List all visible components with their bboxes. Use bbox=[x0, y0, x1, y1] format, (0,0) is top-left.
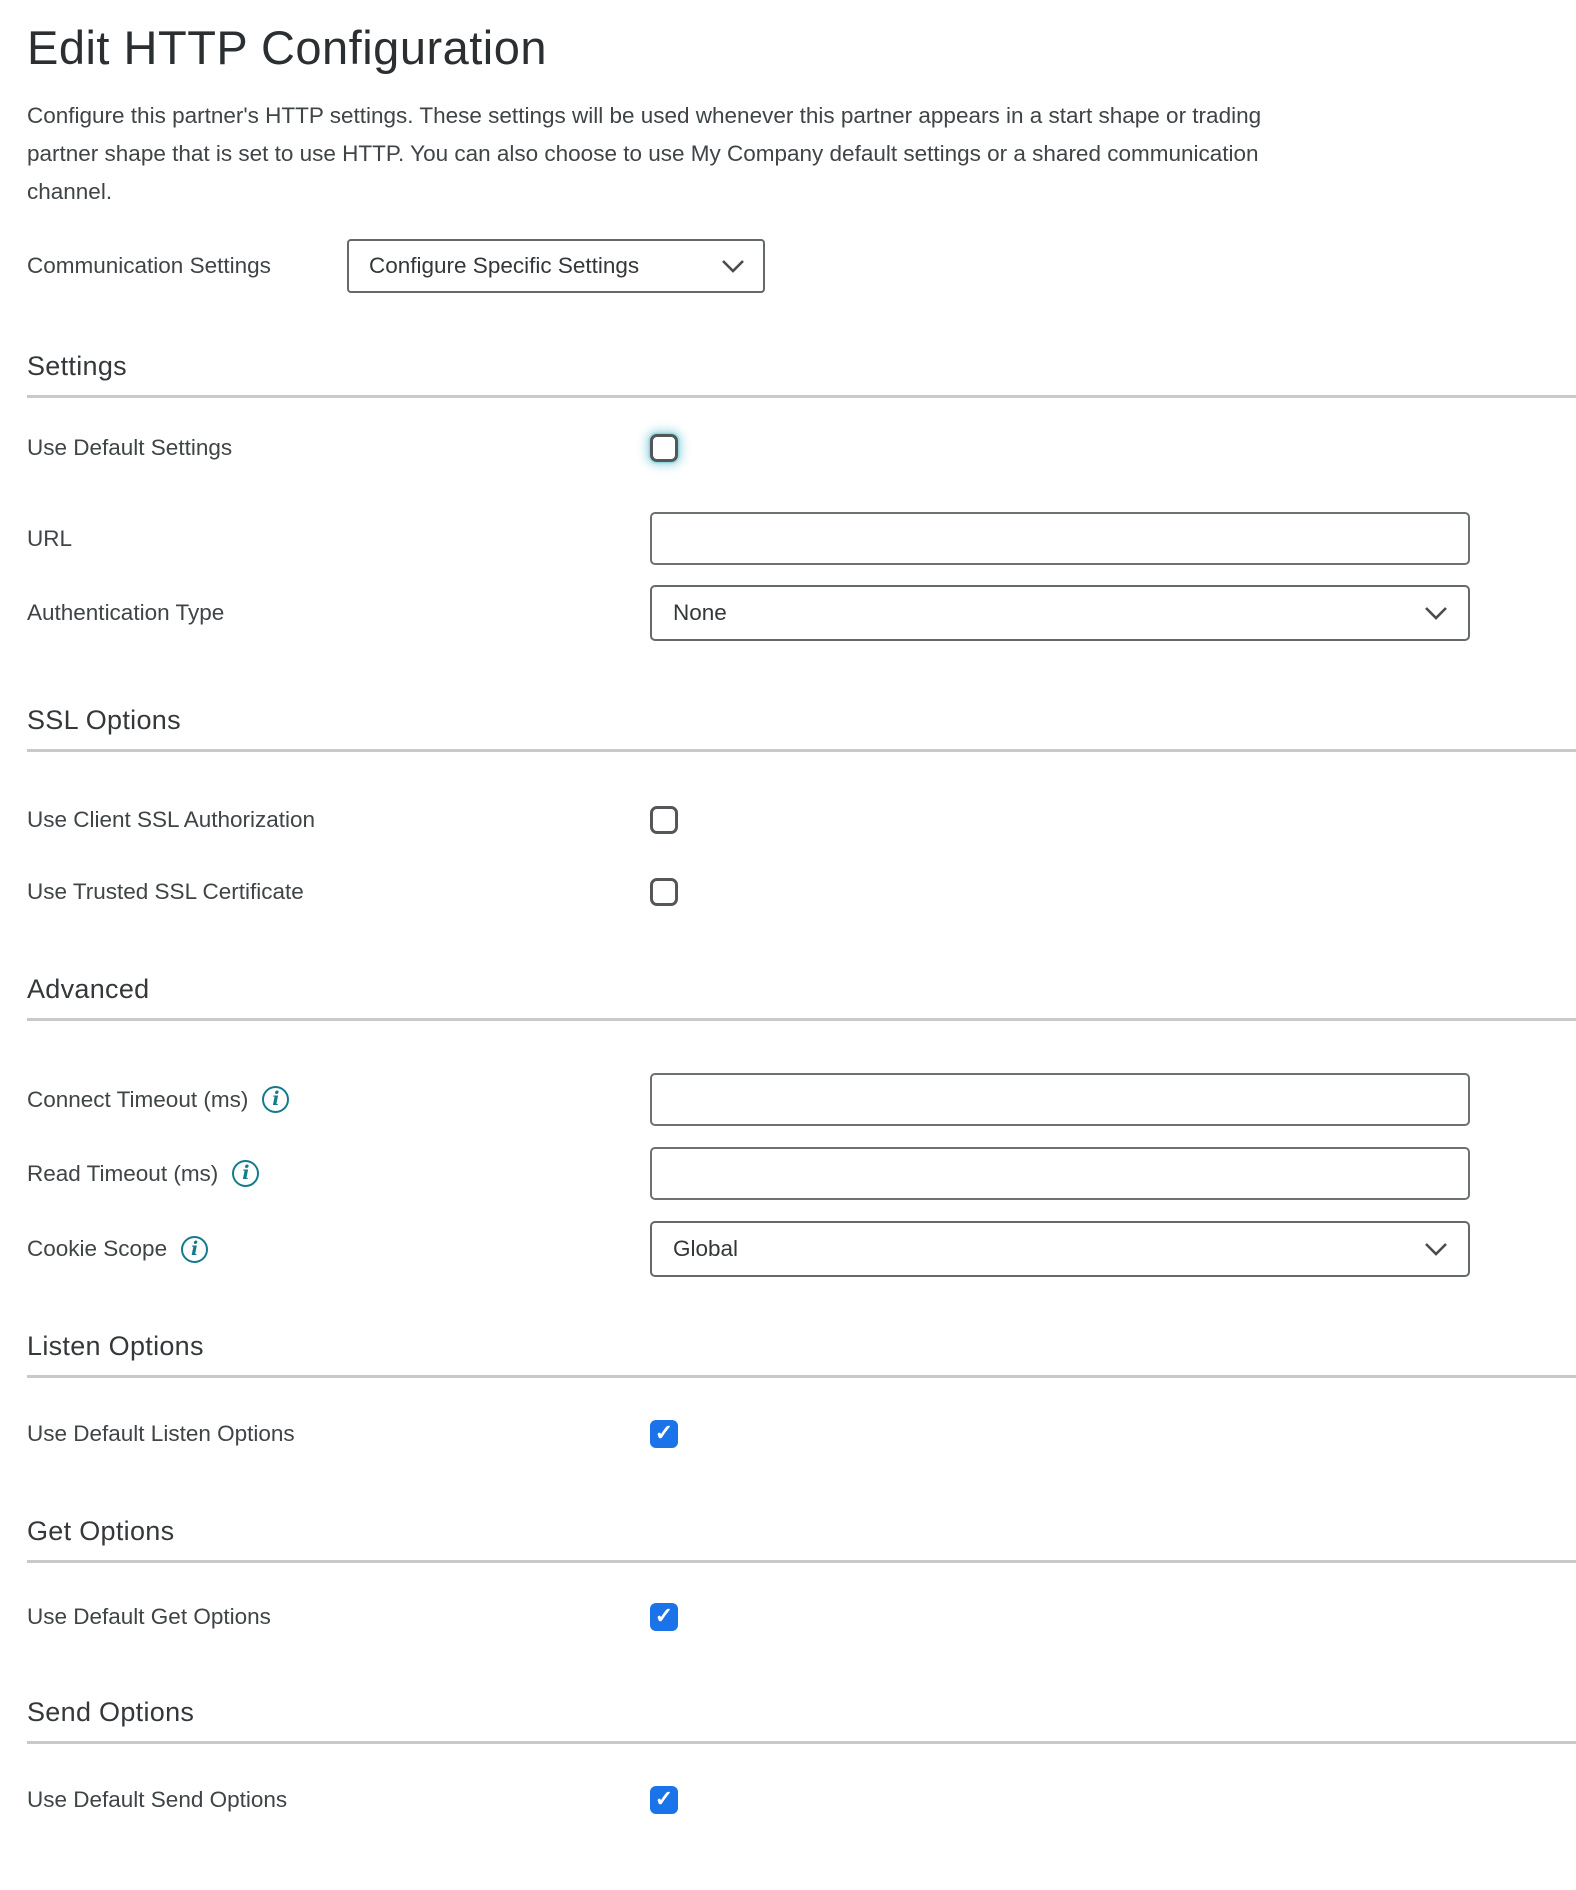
use-default-send-options-checkbox[interactable] bbox=[650, 1786, 678, 1814]
authentication-type-selected-value: None bbox=[673, 600, 727, 625]
authentication-type-label: Authentication Type bbox=[27, 600, 225, 625]
cookie-scope-label: Cookie Scope bbox=[27, 1236, 168, 1261]
authentication-type-row bbox=[0, 585, 1576, 641]
chevron-down-icon bbox=[1424, 606, 1448, 621]
communication-settings-select[interactable] bbox=[347, 239, 765, 293]
check-icon: ✓ bbox=[654, 1603, 674, 1628]
section-listen-options bbox=[0, 1331, 1576, 1448]
section-send-options-title: Send Options bbox=[27, 1697, 195, 1727]
info-icon[interactable]: i bbox=[262, 1086, 289, 1113]
connect-timeout-row bbox=[0, 1073, 1576, 1126]
use-trusted-ssl-certificate-label: Use Trusted SSL Certificate bbox=[27, 879, 304, 904]
info-icon[interactable]: i bbox=[181, 1236, 208, 1263]
use-client-ssl-authorization-checkbox[interactable] bbox=[650, 806, 678, 834]
use-default-send-options-row bbox=[0, 1786, 1576, 1814]
communication-settings-row bbox=[27, 239, 1576, 293]
info-icon[interactable]: i bbox=[232, 1160, 259, 1187]
communication-settings-selected-value: Configure Specific Settings bbox=[369, 253, 640, 278]
use-trusted-ssl-certificate-checkbox[interactable] bbox=[650, 878, 678, 906]
check-icon: ✓ bbox=[654, 1420, 674, 1445]
read-timeout-label: Read Timeout (ms) bbox=[27, 1160, 219, 1186]
section-listen-options-title: Listen Options bbox=[27, 1331, 204, 1361]
use-default-get-options-checkbox[interactable] bbox=[650, 1603, 678, 1631]
section-divider bbox=[27, 1018, 1576, 1021]
page-description: Configure this partner's HTTP settings. These settings will be used whenever this partner appears in a start shape or trading partner shape that is set to use HTTP. You can also choose to use My Company default settings or a shared communication channel. bbox=[27, 103, 1262, 204]
use-default-settings-row bbox=[0, 434, 1576, 462]
chevron-down-icon bbox=[721, 259, 745, 274]
cookie-scope-row bbox=[0, 1221, 1576, 1277]
section-advanced bbox=[0, 974, 1576, 1277]
use-trusted-ssl-certificate-row bbox=[0, 878, 1576, 906]
communication-settings-label: Communication Settings bbox=[27, 253, 271, 278]
check-icon: ✓ bbox=[654, 1786, 674, 1811]
connect-timeout-label: Connect Timeout (ms) bbox=[27, 1086, 249, 1112]
use-client-ssl-authorization-row bbox=[0, 806, 1576, 834]
section-ssl-options bbox=[0, 705, 1576, 906]
use-default-listen-options-row bbox=[0, 1420, 1576, 1448]
section-send-options bbox=[0, 1697, 1576, 1814]
section-divider bbox=[27, 749, 1576, 752]
chevron-down-icon bbox=[1424, 1242, 1448, 1257]
read-timeout-input[interactable] bbox=[650, 1147, 1470, 1200]
use-client-ssl-authorization-label: Use Client SSL Authorization bbox=[27, 807, 316, 832]
page-title: Edit HTTP Configuration bbox=[27, 21, 548, 74]
authentication-type-select[interactable] bbox=[650, 585, 1470, 641]
use-default-send-options-label: Use Default Send Options bbox=[27, 1787, 288, 1812]
section-divider bbox=[27, 1375, 1576, 1378]
url-input[interactable] bbox=[650, 512, 1470, 565]
section-advanced-title: Advanced bbox=[27, 974, 150, 1004]
use-default-get-options-label: Use Default Get Options bbox=[27, 1604, 271, 1629]
use-default-settings-label: Use Default Settings bbox=[27, 435, 233, 460]
section-settings bbox=[0, 351, 1576, 641]
connect-timeout-input[interactable] bbox=[650, 1073, 1470, 1126]
section-divider bbox=[27, 1741, 1576, 1744]
section-divider bbox=[27, 1560, 1576, 1563]
cookie-scope-select[interactable] bbox=[650, 1221, 1470, 1277]
section-divider bbox=[27, 395, 1576, 398]
section-settings-title: Settings bbox=[27, 351, 127, 381]
read-timeout-row bbox=[0, 1147, 1576, 1200]
url-label: URL bbox=[27, 525, 73, 551]
url-row bbox=[0, 512, 1576, 565]
section-get-options bbox=[0, 1516, 1576, 1631]
section-get-options-title: Get Options bbox=[27, 1516, 175, 1546]
use-default-settings-checkbox[interactable] bbox=[650, 434, 678, 462]
use-default-listen-options-label: Use Default Listen Options bbox=[27, 1421, 295, 1446]
use-default-listen-options-checkbox[interactable] bbox=[650, 1420, 678, 1448]
cookie-scope-selected-value: Global bbox=[673, 1236, 739, 1261]
section-ssl-options-title: SSL Options bbox=[27, 705, 181, 735]
use-default-get-options-row bbox=[0, 1603, 1576, 1631]
